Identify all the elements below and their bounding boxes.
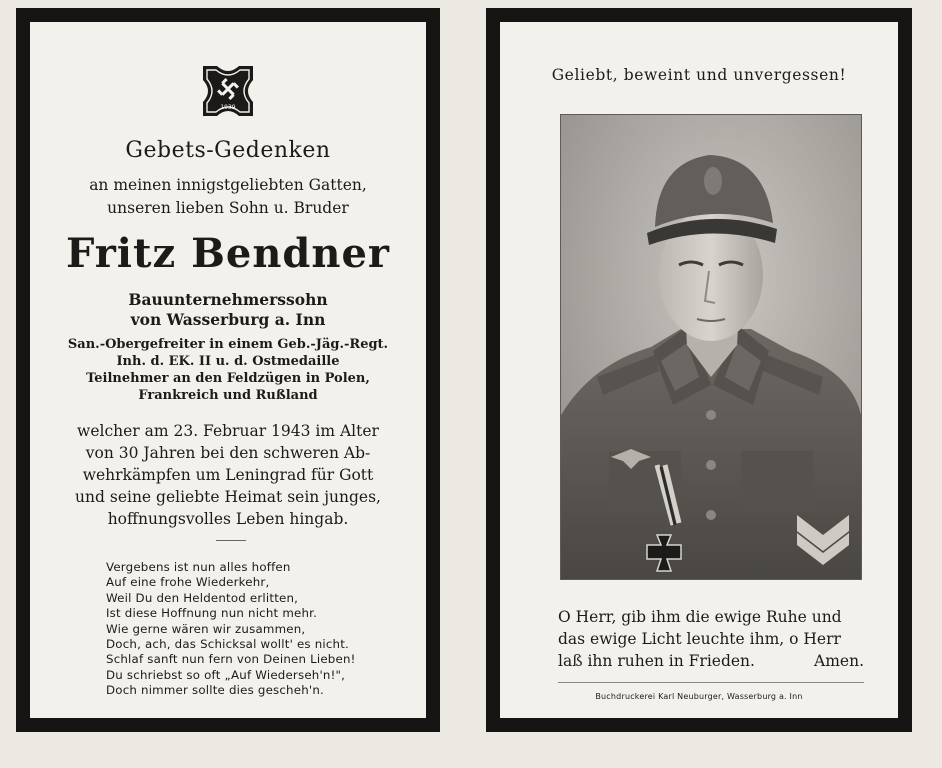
- card-title: Gebets-Gedenken: [125, 138, 331, 163]
- right-card-border: [486, 8, 912, 732]
- poem-line: Wie gerne wären wir zusammen,: [106, 621, 306, 636]
- death-line: welcher am 23. Februar 1943 im Alter: [77, 422, 379, 440]
- poem-line: Vergebens ist nun alles hoffen: [106, 560, 291, 574]
- emblem-year: 1939: [220, 104, 236, 111]
- rank-line: San.-Obergefreiter in einem Geb.-Jäg.-Regt.: [67, 337, 389, 352]
- left-card: [30, 22, 426, 718]
- footer-rule: [558, 682, 864, 683]
- intro-line: an meinen innigstgeliebten Gatten,: [89, 176, 367, 194]
- divider: [216, 540, 246, 541]
- motto: Geliebt, beweint und unvergessen!: [551, 66, 847, 84]
- intro-text: [30, 174, 426, 220]
- death-line: und seine geliebte Heimat sein junges,: [75, 488, 381, 506]
- printer-imprint: Buchdruckerei Karl Neuburger, Wasserburg a. Inn: [595, 692, 803, 701]
- poem: [106, 560, 356, 699]
- death-line: von 30 Jahren bei den schweren Ab-: [85, 444, 371, 462]
- poem-line: Doch nimmer sollte dies gescheh'n.: [106, 683, 324, 698]
- rank-line: Teilnehmer an den Feldzügen in Polen,: [86, 371, 370, 386]
- poem-line: Du schriebst so oft „Auf Wiederseh'n!",: [106, 667, 346, 682]
- poem-line: Weil Du den Heldentod erlitten,: [106, 590, 299, 605]
- death-line: wehrkämpfen um Leningrad für Gott: [82, 466, 374, 484]
- poem-line: Doch, ach, das Schicksal wollt' es nicht.: [106, 637, 350, 652]
- emblem: [30, 62, 426, 124]
- poem-line: Auf eine frohe Wiederkehr,: [106, 575, 270, 590]
- origin-line: Bauunternehmerssohn: [128, 290, 328, 309]
- prayer-closing: laß ihn ruhen in Frieden.: [558, 652, 755, 670]
- portrait-photo: [560, 114, 862, 580]
- right-card: [500, 22, 898, 718]
- prayer-text: [558, 606, 864, 672]
- rank-line: Frankreich und Rußland: [138, 388, 318, 403]
- poem-line: Schlaf sanft nun fern von Deinen Lieben!: [106, 652, 356, 667]
- origin-text: [30, 290, 426, 330]
- rank-text: [30, 336, 426, 404]
- prayer-line: das ewige Licht leuchte ihm, o Herr: [558, 630, 841, 648]
- prayer-line: O Herr, gib ihm die ewige Ruhe und: [558, 608, 842, 626]
- death-line: hoffnungsvolles Leben hingab.: [107, 510, 349, 528]
- iron-cross-icon: [199, 62, 257, 120]
- intro-line: unseren lieben Sohn u. Bruder: [107, 199, 349, 217]
- origin-line: von Wasserburg a. Inn: [130, 310, 326, 329]
- death-text: [30, 420, 426, 530]
- deceased-name: Fritz Bendner: [66, 230, 390, 277]
- left-card-border: [16, 8, 440, 732]
- prayer-last-line: [558, 650, 864, 672]
- rank-line: Inh. d. EK. II u. d. Ostmedaille: [116, 354, 340, 369]
- prayer-amen: Amen.: [814, 652, 864, 670]
- poem-line: Ist diese Hoffnung nun nicht mehr.: [106, 606, 318, 621]
